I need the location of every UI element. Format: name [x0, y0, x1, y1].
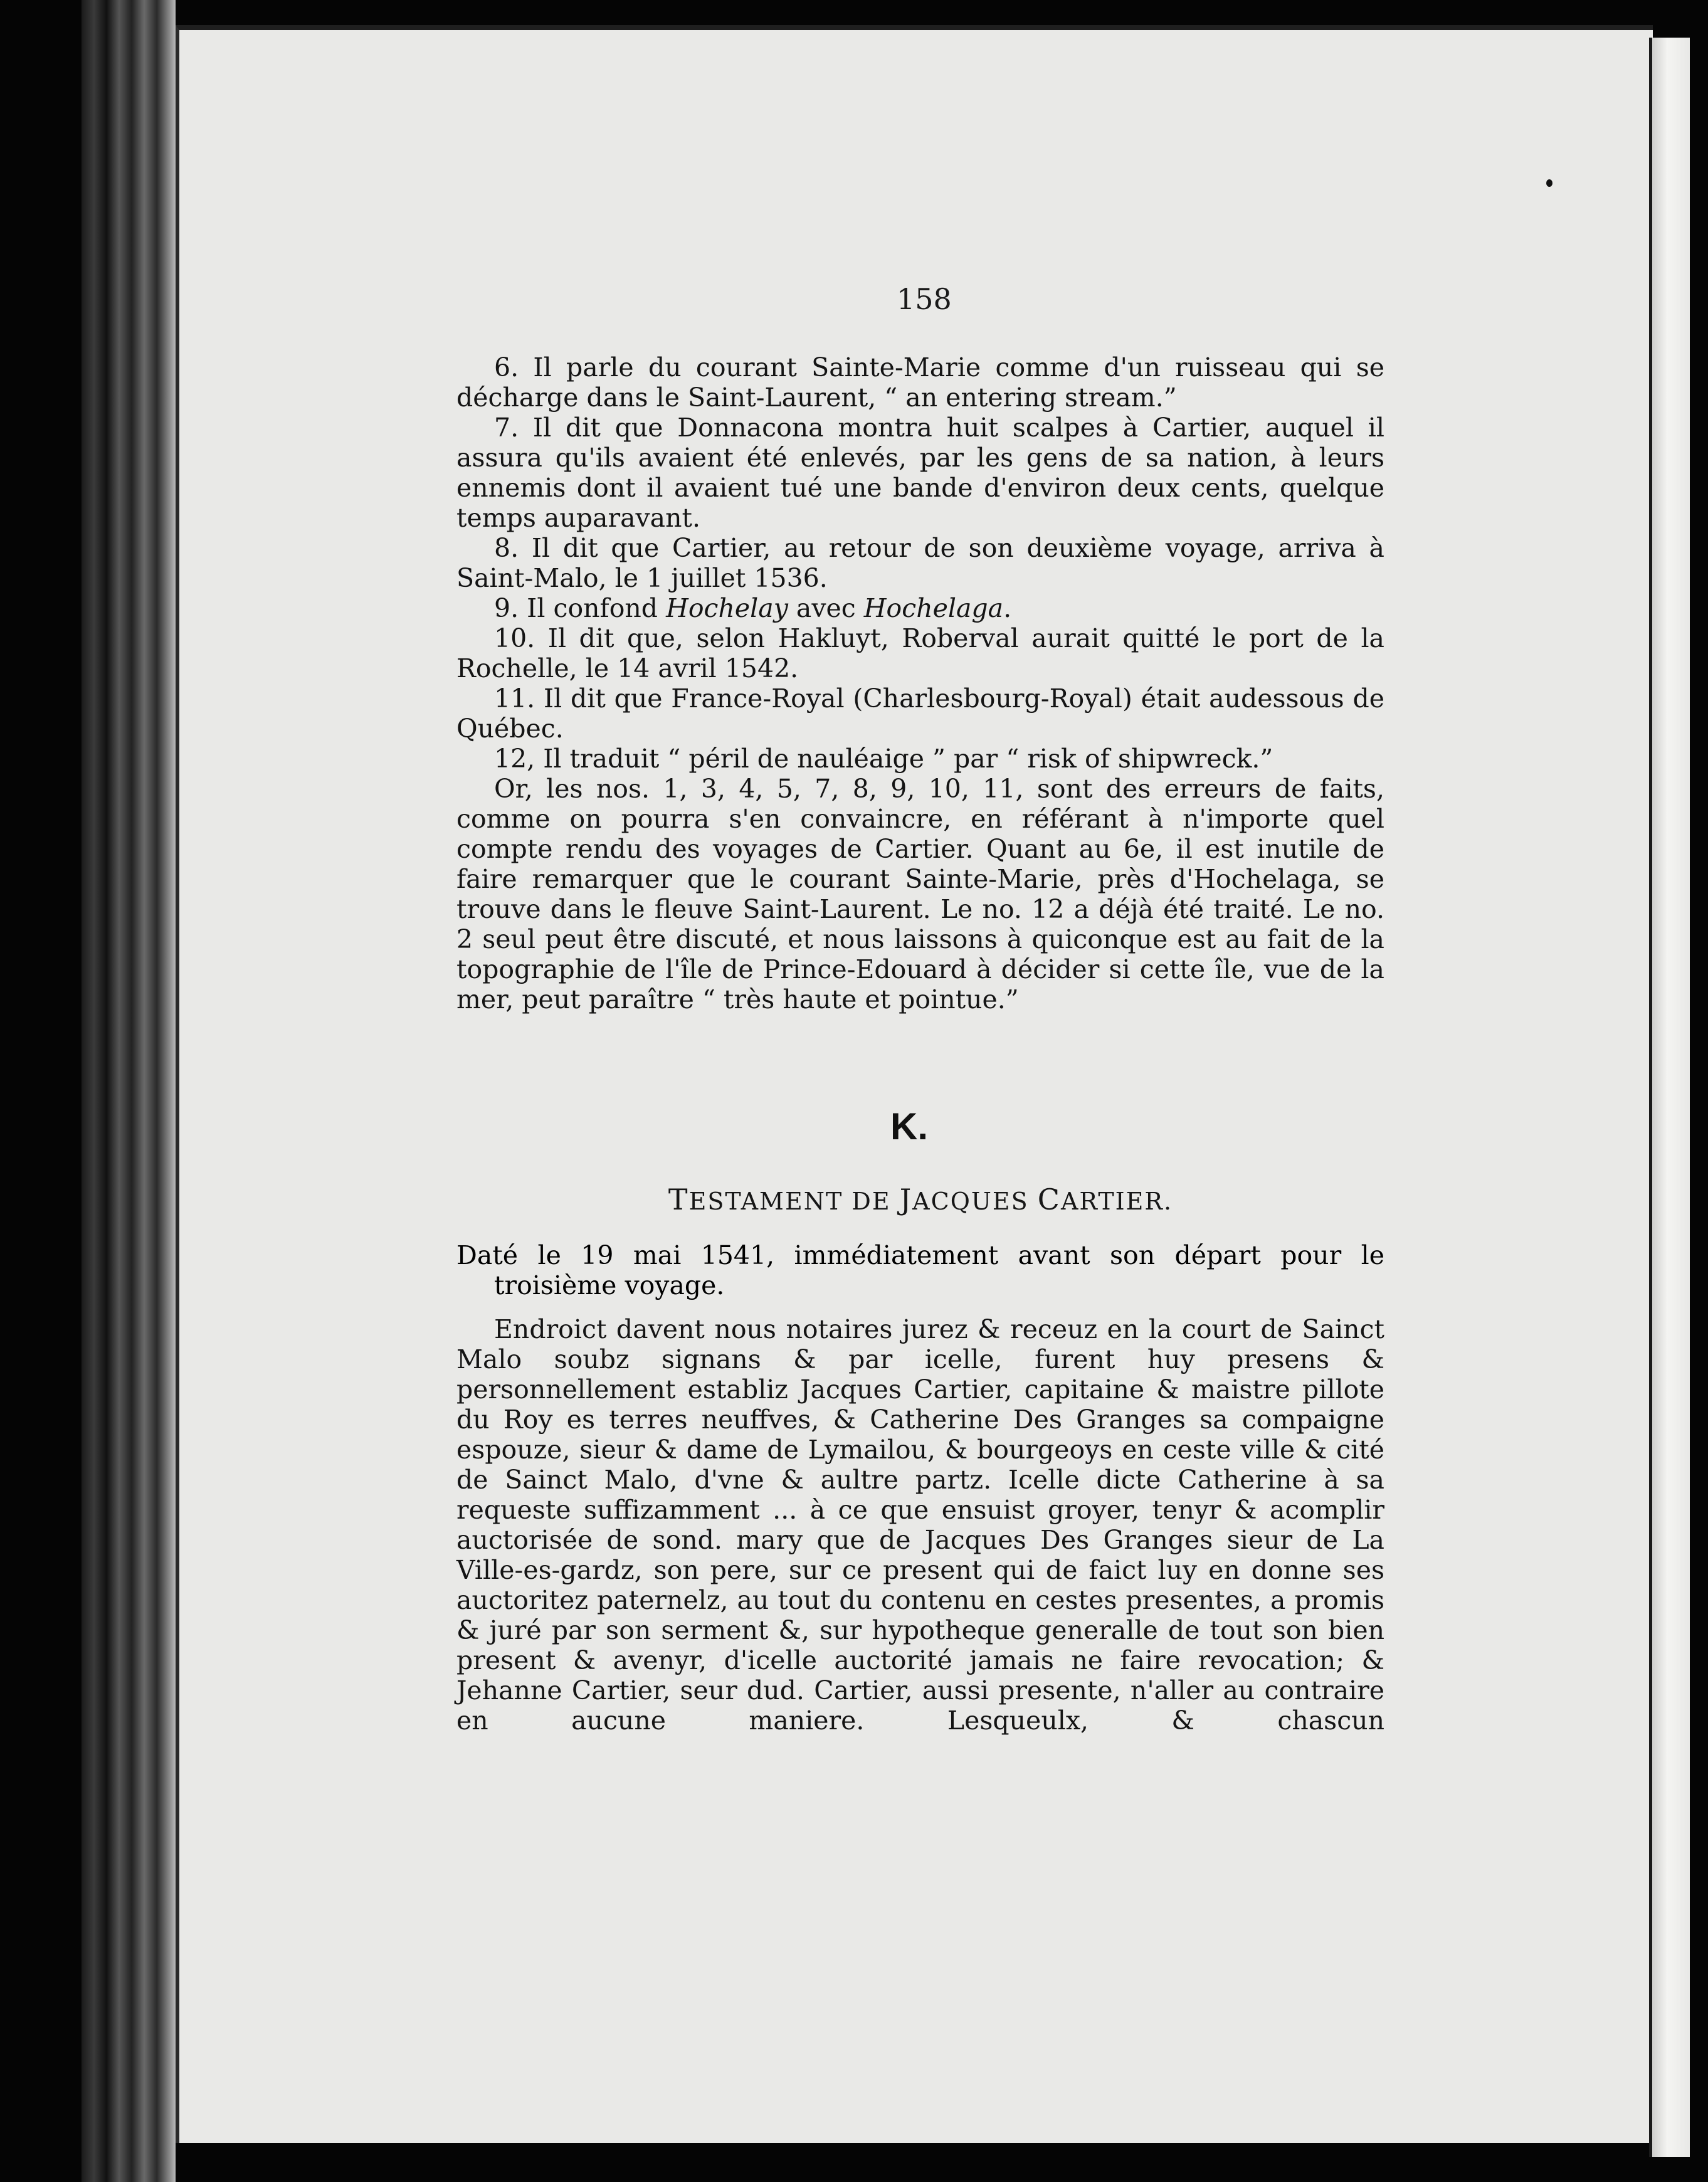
item-9-suffix: .	[1003, 593, 1012, 623]
date-line: Daté le 19 mai 1541, immédiatement avant son départ pour le troisième voyage.	[456, 1240, 1384, 1300]
item-12: 12, Il traduit “ péril de nauléaige ” par “ risk of shipwreck.”	[494, 744, 1273, 774]
testament-text: Endroict davent nous notaires jurez & receuz en la court de Sainct Malo soubz signans & par icelle, furent huy presens & personnellement establiz Jacques Cartier, capitaine & maistre pillote du Roy es terres neuffves, & Catherine Des Granges sa compaigne espouze, sieur & dame de Lymailou, & bourgeoys en ceste ville & cité de Sainct Malo, d'vne & aultre partz. Icelle dicte Catherine à sa requeste suffizamment ... à ce que ensuist groyer, tenyr & acomplir auctorisée de sond. mary que de Jacques Des Granges sieur de La Ville-es-gardz, son pere, sur ce present qui de faict luy en donne ses auctoritez paternelz, au tout du contenu en cestes presentes, a promis & juré par son serment &, sur hypotheque generalle de tout son bien present & avenyr, d'icelle auctorité jamais ne faire revocation; & Jehanne Cartier, seur dud. Cartier, aussi presente, n'aller au contraire en aucune maniere. Lesqueulx, & chascun	[456, 1314, 1384, 1736]
item-9-term-hochelaga: Hochelaga	[863, 593, 1004, 623]
book-spine-edge	[82, 0, 176, 2182]
title-word-acques: ACQUES	[912, 1188, 1029, 1215]
item-9-prefix: 9. Il confond	[494, 593, 667, 623]
numbered-items	[456, 352, 1384, 1015]
page-number: 158	[897, 282, 952, 316]
item-10: 10. Il dit que, selon Hakluyt, Roberval aurait quitté le port de la Rochelle, le 14 avril 1542.	[456, 623, 1384, 683]
title-word-de: DE	[851, 1188, 891, 1215]
item-6: 6. Il parle du courant Sainte-Marie comme d'un ruisseau qui se décharge dans le Saint-Laurent, “ an entering stream.”	[456, 352, 1384, 413]
conclusion-paragraph: Or, les nos. 1, 3, 4, 5, 7, 8, 9, 10, 11, sont des erreurs de faits, comme on pourra s'en convaincre, en référant à n'importe quel compte rendu des voyages de Cartier. Quant au 6e, il est inutile de faire remarquer que le courant Sainte-Marie, près d'Hochelaga, se trouve dans le fleuve Saint-Laurent. Le no. 12 a déjà été traité. Le no. 2 seul peut être discuté, et nous laissons à quiconque est au fait de la topographie de l'île de Prince-Edouard à décider si cette île, vue de la mer, peut paraître “ très haute et pointue.”	[456, 774, 1384, 1015]
title-word-artier: ARTIER.	[1060, 1188, 1173, 1215]
item-7: 7. Il dit que Donnacona montra huit scalpes à Cartier, auquel il assura qu'ils avaient été enlevés, par les gens de sa nation, à leurs ennemis dont il avaient tué une bande d'environ deux cents, quelque temps auparavant.	[456, 413, 1384, 533]
testament-body	[456, 1314, 1384, 1736]
page-right-edge	[1649, 38, 1690, 2157]
title-initial-j: J	[899, 1183, 913, 1216]
book-page	[176, 25, 1653, 2143]
ink-speck	[1546, 179, 1552, 187]
title-word-estament: ESTAMENT	[688, 1188, 843, 1215]
title-initial-c: C	[1037, 1183, 1061, 1216]
item-8: 8. Il dit que Cartier, au retour de son deuxième voyage, arriva à Saint-Malo, le 1 juillet 1536.	[456, 533, 1384, 593]
title-initial-t: T	[668, 1183, 689, 1216]
item-9	[456, 593, 1384, 623]
section-title	[456, 1183, 1384, 1216]
section-letter: K.	[890, 1105, 928, 1147]
item-9-term-hochelay: Hochelay	[666, 593, 788, 623]
item-9-middle: avec	[788, 593, 864, 623]
item-11: 11. Il dit que France-Royal (Charlesbourg-Royal) était audessous de Québec.	[456, 683, 1384, 744]
date-paragraph	[456, 1240, 1384, 1300]
